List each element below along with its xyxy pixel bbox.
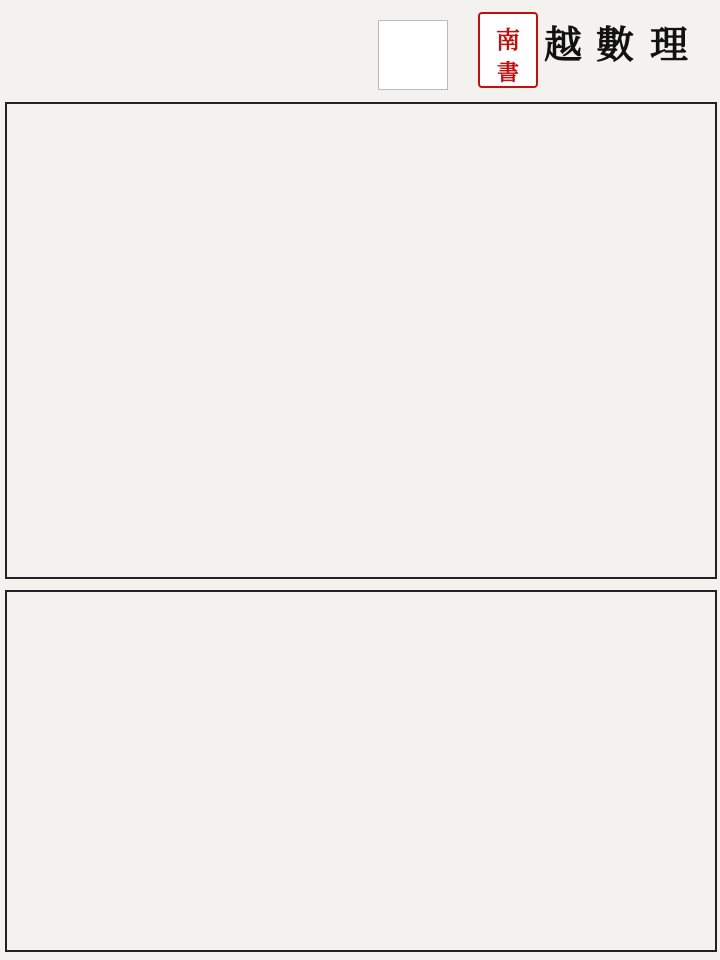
gender-line (10, 30, 14, 45)
years-grid (5, 590, 717, 952)
brand-logo (478, 10, 718, 90)
seal-stamp: 南 書 (478, 12, 538, 88)
logo-char: 越 (544, 22, 583, 67)
pillars-grid (5, 102, 717, 579)
logo-char: 數 (596, 22, 635, 67)
qr-code-icon (378, 20, 448, 90)
logo-char: 理 (650, 22, 689, 67)
